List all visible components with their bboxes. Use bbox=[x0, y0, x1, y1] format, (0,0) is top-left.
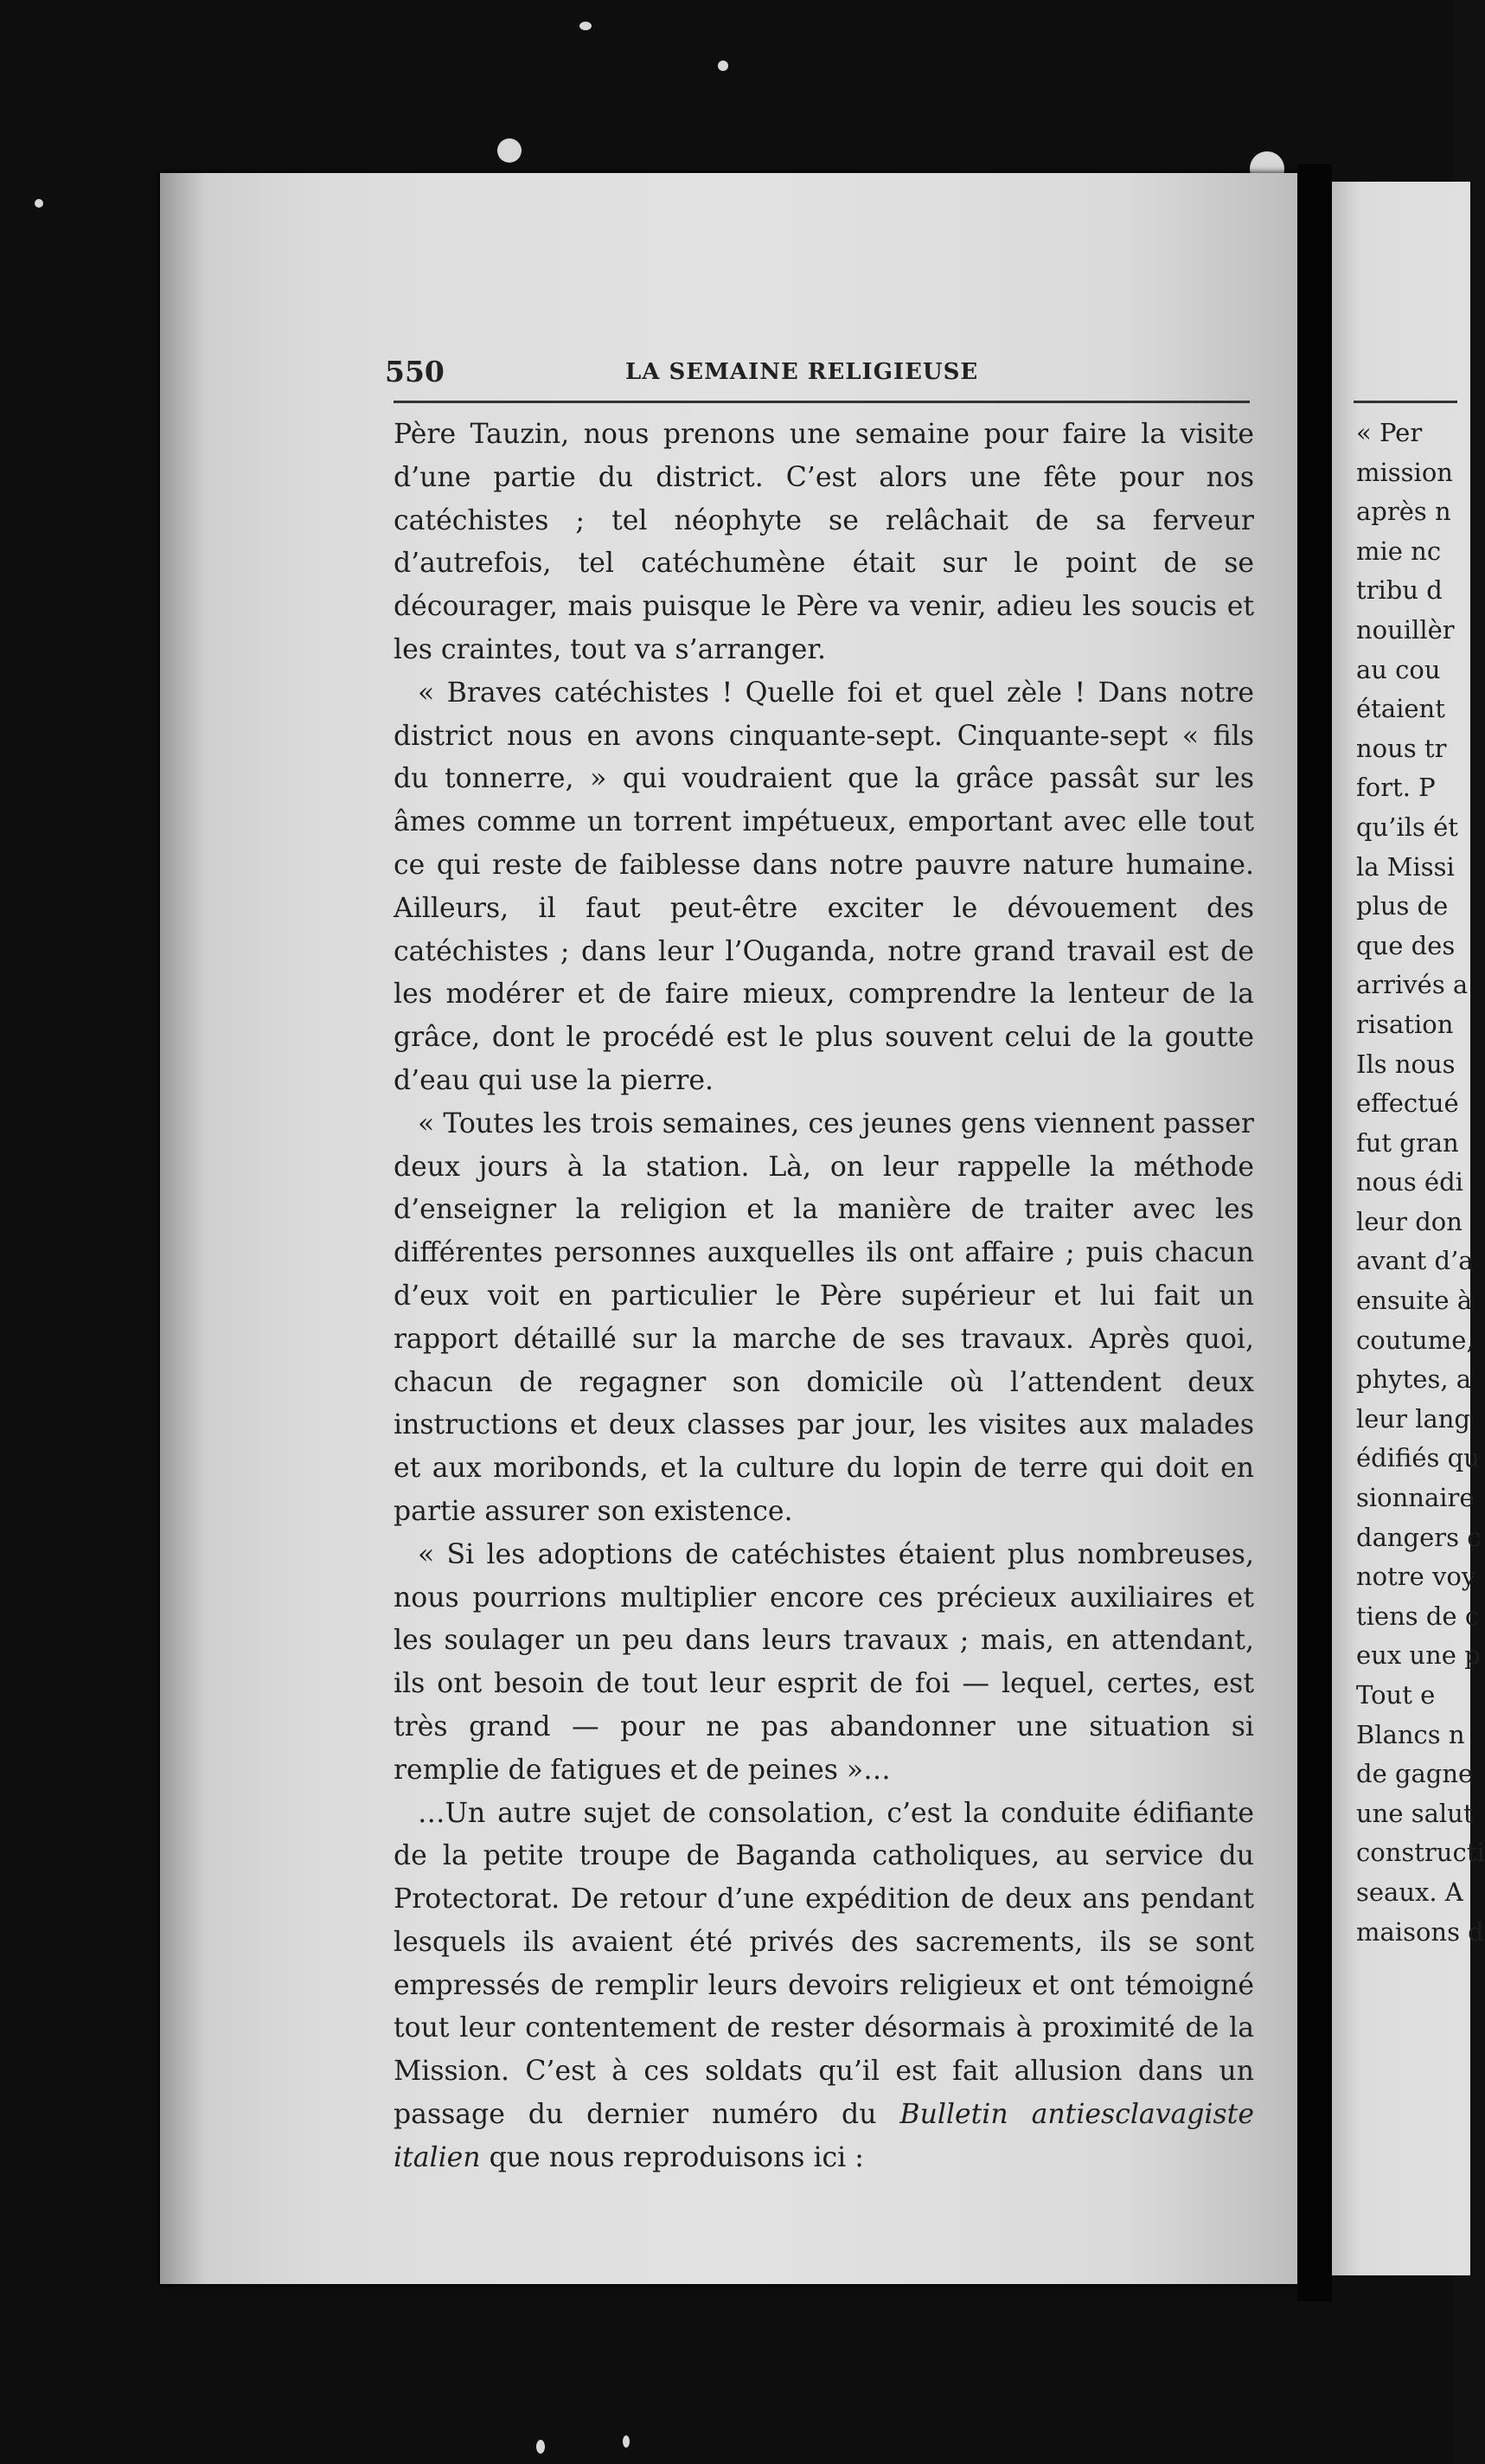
facing-line: effectué bbox=[1356, 1088, 1459, 1119]
facing-line: coutume, bbox=[1356, 1325, 1475, 1355]
facing-line: plus de bbox=[1356, 891, 1449, 921]
page-number: 550 bbox=[385, 355, 445, 388]
facing-line: eux une p bbox=[1356, 1640, 1481, 1671]
facing-line: au cou bbox=[1356, 654, 1441, 684]
facing-line: dangers c bbox=[1356, 1522, 1482, 1552]
facing-line: sionnaire bbox=[1356, 1483, 1475, 1513]
facing-line: nous tr bbox=[1356, 733, 1447, 763]
facing-page-text bbox=[1356, 414, 1485, 1952]
facing-line: leur don bbox=[1356, 1206, 1463, 1236]
paragraph: Père Tauzin, nous prenons une semaine pour faire la visite d’une partie du district. C’est alors une fête pour nos catéchistes ; tel néophyte se relâchait de sa ferveur d’autrefois, tel catéchumène était sur le point de se décourager, mais puisque le Père va venir, adieu les soucis et les craintes, tout va s’arranger. bbox=[394, 419, 1254, 665]
facing-line: étaient bbox=[1356, 694, 1445, 724]
paragraph-text: …Un autre sujet de consolation, c’est la conduite édifiante de la petite troupe de Baganda catholiques, au service du Protectorat. De retour d’une expédition de deux ans pendant lesquels ils avaient été privés des sacrements, ils se sont empressés de remplir leurs devoirs religieux et ont témoigné tout leur contentement de rester désormais à proximité de la Mission. C’est à ces soldats qu’il est fait allusion dans un passage du dernier numéro du bbox=[394, 1797, 1254, 2131]
facing-line: notre voy bbox=[1356, 1562, 1476, 1592]
facing-line: phytes, a bbox=[1356, 1364, 1472, 1395]
facing-line: Tout e bbox=[1356, 1680, 1436, 1710]
facing-line: fort. P bbox=[1356, 773, 1436, 803]
facing-line: Blancs n bbox=[1356, 1719, 1465, 1749]
facing-line: une salut bbox=[1356, 1798, 1474, 1828]
paragraph: « Braves catéchistes ! Quelle foi et quel zèle ! Dans notre district nous en avons cinquante-sept. Cinquante-sept « fils du tonnerre, » qui voudraient que la grâce passât sur les âmes comme un torrent impétueux, emportant avec elle tout ce qui reste de faiblesse dans notre pauvre nature humaine. Ailleurs, il faut peut-être exciter le dévouement des catéchistes ; dans leur l’Ouganda, notre grand travail est de les modérer et de faire mieux, comprendre la lenteur de la grâce, dont le procédé est le plus souvent celui de la goutte d’eau qui use la pierre. bbox=[394, 677, 1254, 1096]
facing-line: constructi bbox=[1356, 1838, 1485, 1868]
facing-line: après n bbox=[1356, 497, 1451, 527]
header-rule bbox=[394, 401, 1250, 403]
facing-line: qu’ils ét bbox=[1356, 812, 1458, 842]
facing-line: tribu d bbox=[1356, 575, 1443, 606]
facing-line: de gagne bbox=[1356, 1759, 1474, 1789]
facing-line: maisons d bbox=[1356, 1916, 1484, 1947]
facing-line: édifiés qu bbox=[1356, 1443, 1480, 1473]
bulletin-title: Bulletin antiesclavagiste italien bbox=[394, 2099, 1254, 2173]
facing-line: nous édi bbox=[1356, 1167, 1463, 1197]
facing-line: « Per bbox=[1356, 418, 1423, 447]
facing-line: leur lang bbox=[1356, 1403, 1471, 1434]
facing-line: nouillèr bbox=[1356, 614, 1455, 645]
paragraph: « Toutes les trois semaines, ces jeunes gens viennent passer deux jours à la station. Là, on leur rappelle la méthode d’enseigner la religion et la manière de traiter avec les différentes personnes auxquelles ils ont affaire ; puis chacun d’eux voit en particulier le Père supérieur et lui fait un rapport détaillé sur la marche de ses travaux. Après quoi, chacun de regagner son domicile où l’attendent deux instructions et deux classes par jour, les visites aux malades et aux moribonds, et la culture du lopin de terre qui doit en partie assurer son existence. bbox=[394, 1107, 1254, 1527]
facing-line: fut gran bbox=[1356, 1127, 1459, 1158]
paragraph-text: que nous reproduisons ici : bbox=[480, 2141, 864, 2173]
main-text bbox=[394, 414, 1254, 2180]
facing-line: Ils nous bbox=[1356, 1049, 1456, 1079]
facing-line: que des bbox=[1356, 930, 1456, 960]
facing-line: ensuite à bbox=[1356, 1286, 1472, 1316]
facing-header-rule bbox=[1354, 401, 1457, 403]
facing-line: seaux. A bbox=[1356, 1877, 1463, 1907]
paragraph bbox=[394, 1793, 1254, 2180]
facing-line: avant d’a bbox=[1356, 1246, 1474, 1276]
running-title: LA SEMAINE RELIGIEUSE bbox=[625, 359, 979, 385]
facing-line: mie nc bbox=[1356, 536, 1442, 566]
facing-line: mission bbox=[1356, 457, 1453, 487]
facing-line: tiens de c bbox=[1356, 1601, 1480, 1631]
book-gutter bbox=[1297, 164, 1332, 2301]
facing-line: risation bbox=[1356, 1009, 1454, 1039]
paragraph: « Si les adoptions de catéchistes étaient plus nombreuses, nous pourrions multiplier encore ces précieux auxiliaires et les soulager un peu dans leurs travaux ; mais, en attendant, ils ont besoin de tout leur esprit de foi — lequel, certes, est très grand — pour ne pas abandonner une situation si remplie de fatigues et de peines »… bbox=[394, 1538, 1254, 1786]
facing-line: la Missi bbox=[1356, 851, 1455, 882]
page-header bbox=[385, 355, 1250, 398]
facing-line: arrivés a bbox=[1356, 970, 1469, 1000]
